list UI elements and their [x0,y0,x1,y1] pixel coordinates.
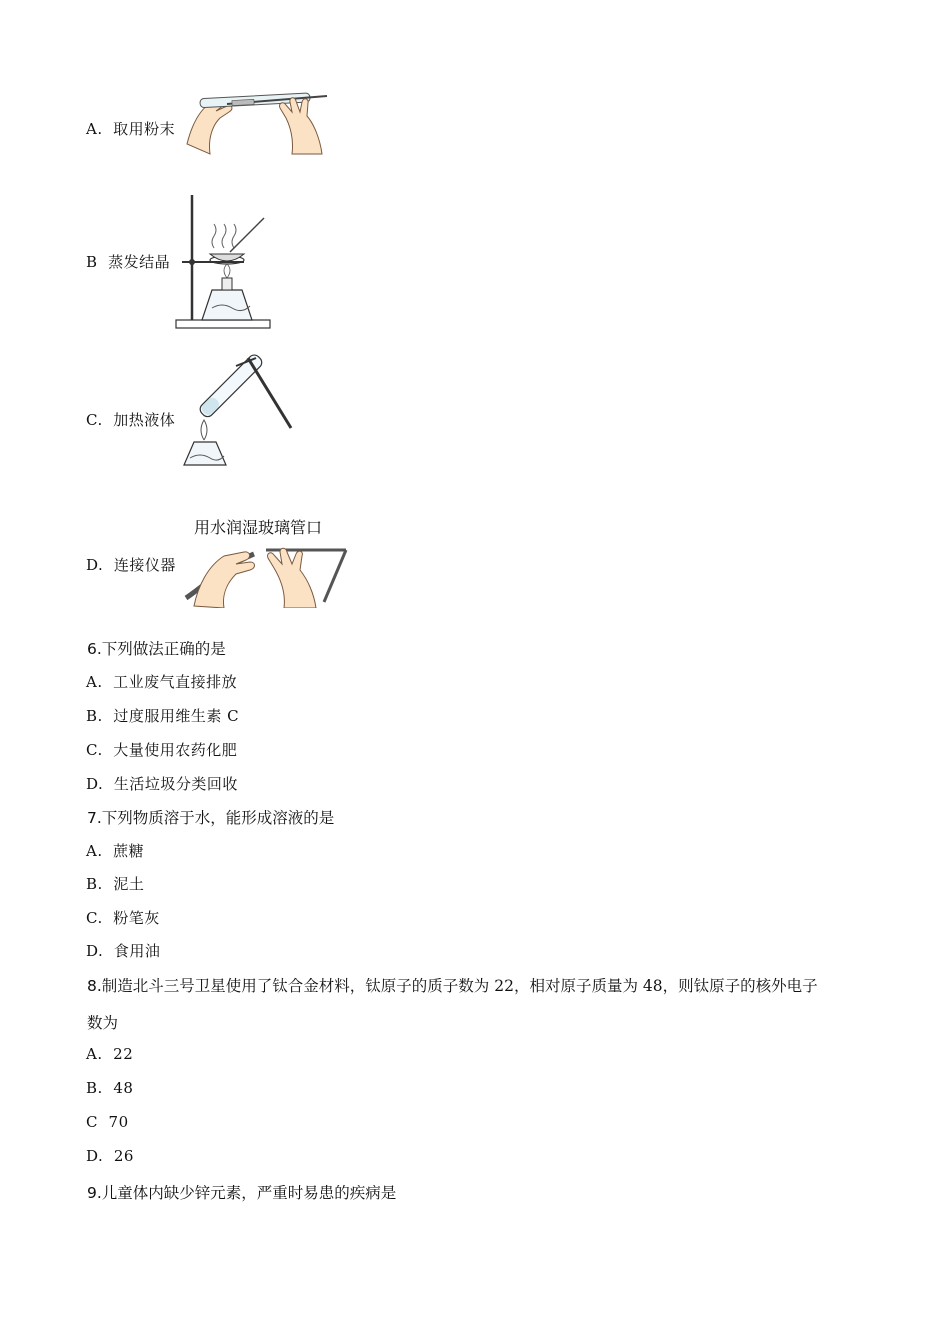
question-9-stem [87,1181,396,1203]
question-number: 8. [87,977,102,995]
q6-option-b[interactable] [86,705,239,726]
option-text: 蔗糖 [113,842,145,860]
option-letter: D. [86,942,104,960]
option-text: 泥土 [113,875,145,893]
question-number: 7. [87,809,102,827]
q7-option-c[interactable] [86,907,160,928]
option-letter: D. [86,556,104,574]
q8-option-d[interactable] [86,1147,134,1165]
option-letter: A. [86,120,103,138]
option-text: 大量使用农药化肥 [113,741,238,759]
option-letter: D. [86,1147,104,1165]
option-letter: A. [86,842,103,860]
question-7-stem [87,806,334,828]
option-text: 过度服用维生素 C [113,707,240,725]
option-letter: C. [86,909,103,927]
option-d-q5[interactable] [86,554,176,575]
figure-d-caption: 用水润湿玻璃管口 [194,518,323,537]
question-number: 9. [87,1184,102,1202]
q7-option-b[interactable] [86,873,144,894]
option-letter: C. [86,741,103,759]
option-a-q5[interactable] [86,118,175,139]
option-text: 连接仪器 [113,556,176,574]
option-letter: B. [86,1079,103,1097]
option-text: 蒸发结晶 [108,253,171,271]
option-text: 取用粉末 [113,120,176,138]
question-text: 下列做法正确的是 [101,640,226,658]
option-letter: A. [86,1045,103,1063]
option-text: 工业废气直接排放 [113,673,238,691]
option-text: 粉笔灰 [113,909,160,927]
question-text: 下列物质溶于水，能形成溶液的是 [101,809,335,827]
option-letter: B. [86,875,103,893]
q8-option-c[interactable] [86,1113,129,1131]
option-text: 加热液体 [113,411,176,429]
option-text: 食用油 [113,942,161,960]
option-letter: B [86,253,98,271]
q6-option-c[interactable] [86,739,237,760]
option-letter: C. [86,411,103,429]
option-text: 70 [108,1113,129,1131]
question-text: 制造北斗三号卫星使用了钛合金材料，钛原子的质子数为 22，相对原子质量为 48，则钛原子的核外电子 [101,977,818,995]
question-6-stem [87,637,226,659]
option-letter: D. [86,775,104,793]
q7-option-d[interactable] [86,940,160,961]
figure-evaporation [172,190,272,332]
option-letter: A. [86,673,103,691]
q8-option-b[interactable] [86,1079,133,1097]
option-text: 22 [113,1045,134,1063]
option-text: 26 [113,1147,134,1165]
option-letter: B. [86,707,103,725]
question-text: 儿童体内缺少锌元素，严重时易患的疾病是 [101,1184,397,1202]
figure-connecting-apparatus [184,536,354,608]
option-c-q5[interactable] [86,409,175,430]
q6-option-a[interactable] [86,671,237,692]
question-number: 6. [87,640,102,658]
option-b-q5[interactable] [86,251,170,272]
q7-option-a[interactable] [86,840,144,861]
q6-option-d[interactable] [86,773,238,794]
figure-heating-liquid [176,350,296,470]
figure-powder-taking [182,84,332,159]
question-8-stem-continued: 数为 [87,1014,119,1032]
q8-option-a[interactable] [86,1045,133,1063]
option-text: 48 [113,1079,134,1097]
option-text: 生活垃圾分类回收 [113,775,238,793]
question-8-stem [87,974,818,996]
option-letter: C [86,1113,98,1131]
